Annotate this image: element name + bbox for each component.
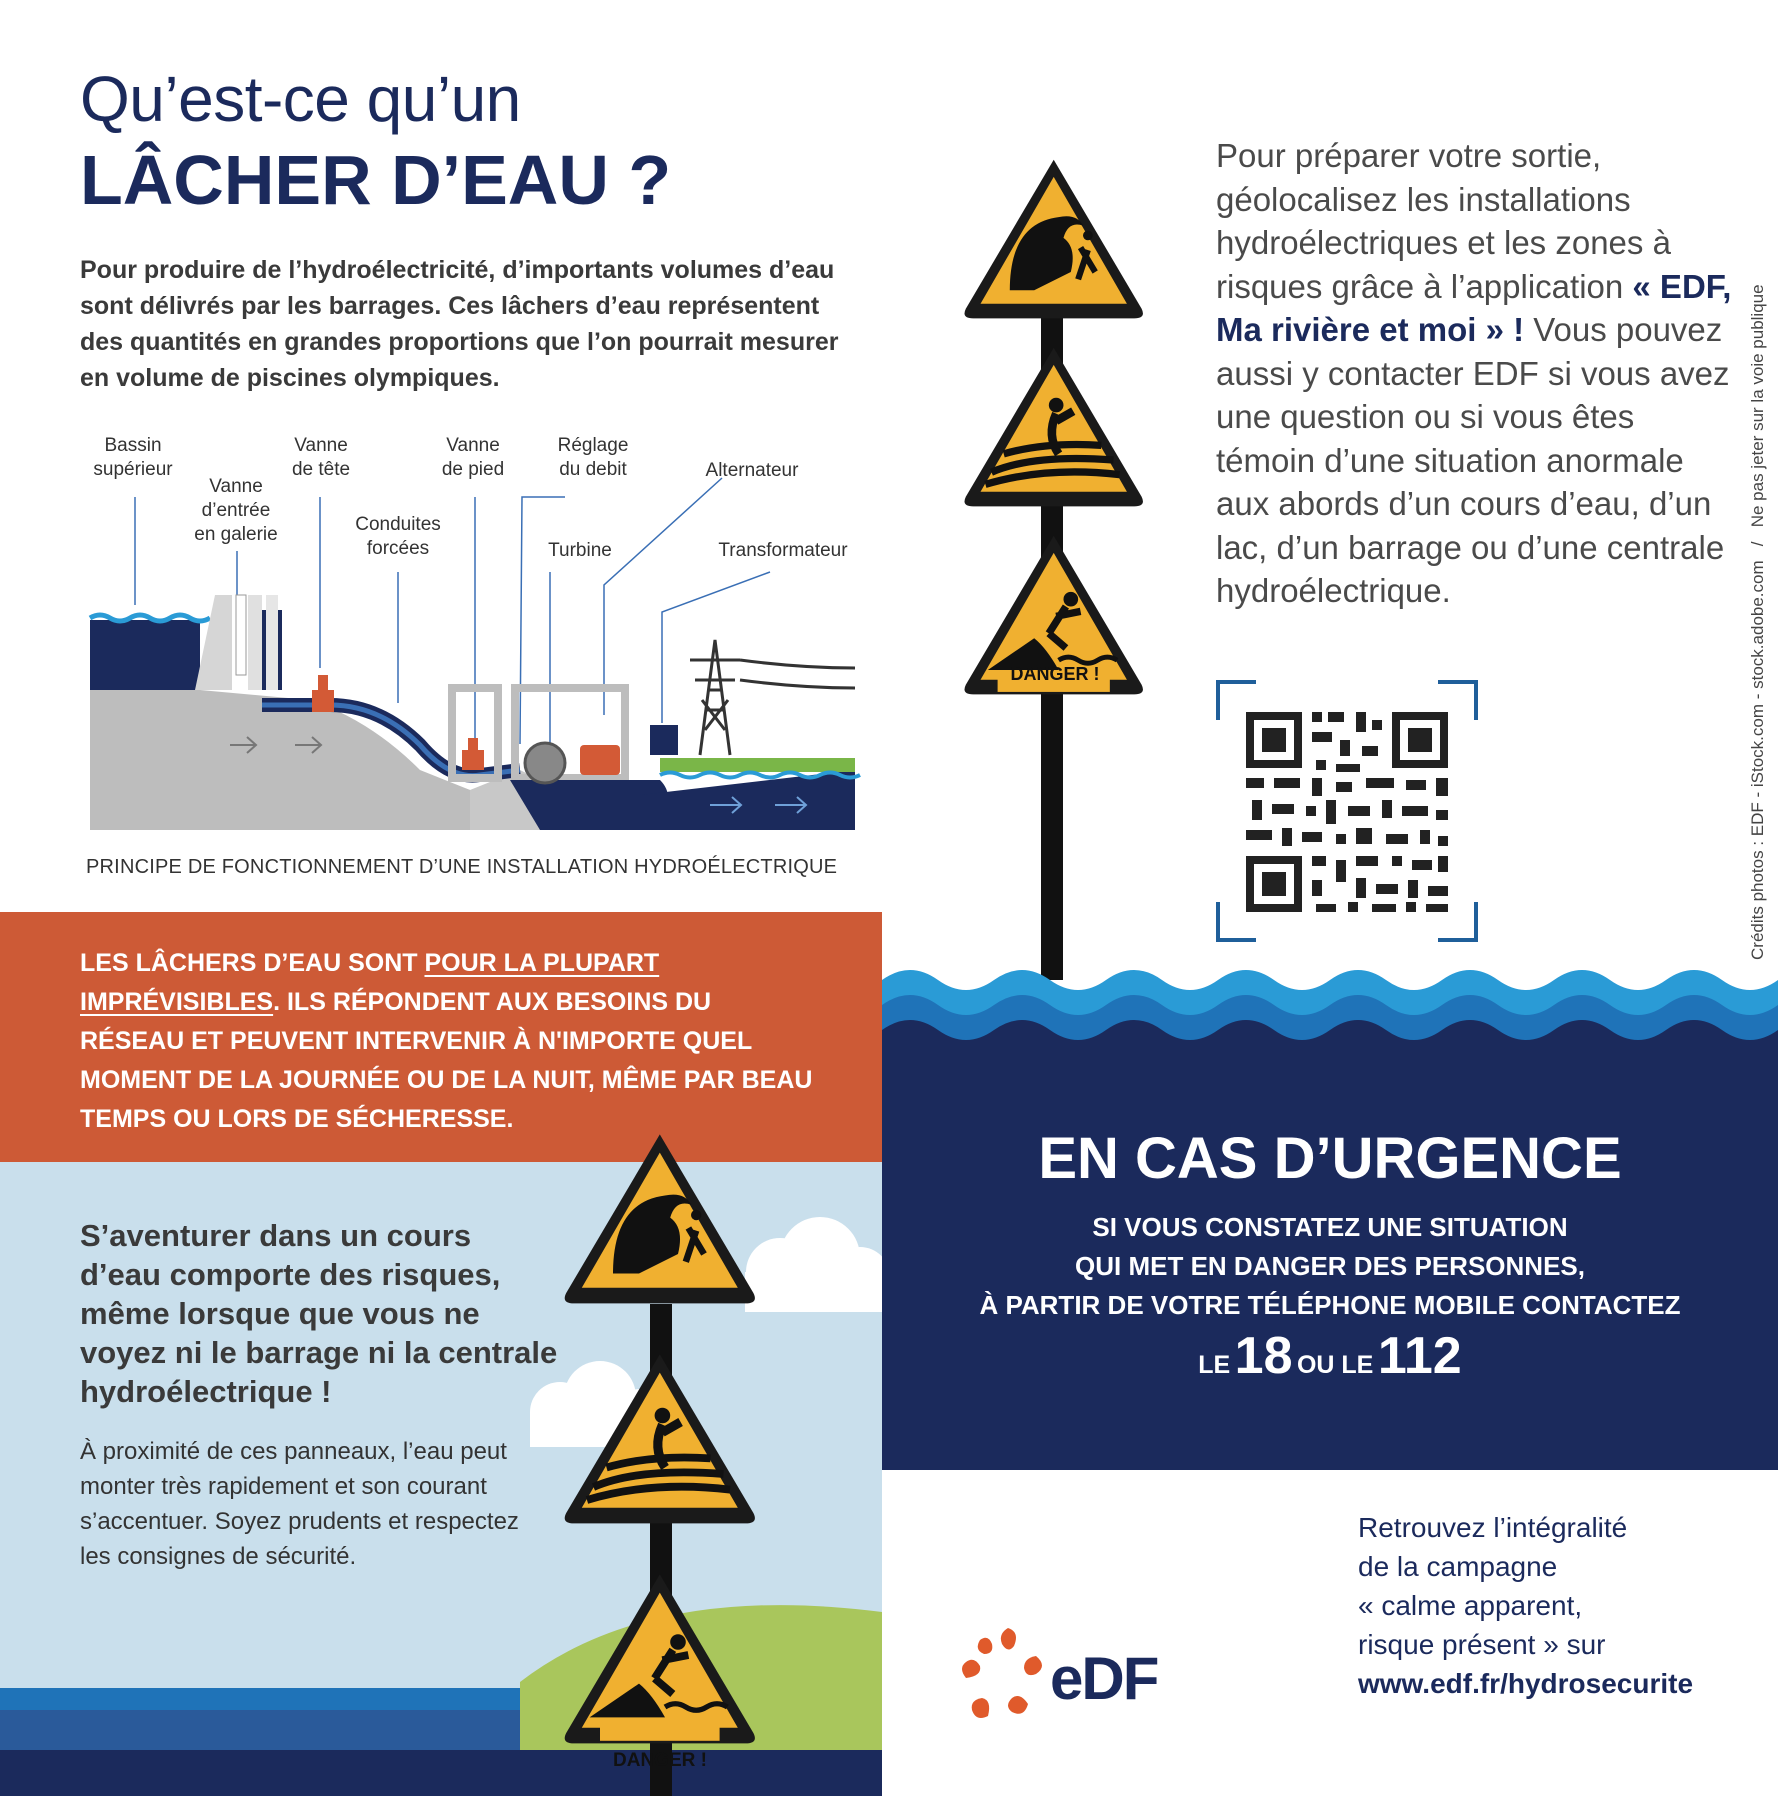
label-alternateur: Alternateur — [705, 460, 799, 481]
warning-text: LES LÂCHERS D’EAU SONT POUR LA PLUPART IMPRÉVISIBLES. ILS RÉPONDENT AUX BESOINS DU RÉSEAU ET PEUVENT INTERVENIR À N'IMPORTE QUEL MOMENT DE LA JOURNÉE OU DE LA NUIT, MÊME PAR BEAU TEMPS OU LORS DE SÉCHERESSE. — [80, 949, 813, 1133]
waves-decoration — [882, 950, 1778, 1050]
danger-label-right: DANGER ! — [1010, 664, 1100, 684]
emergency-number-18[interactable]: 18 — [1234, 1327, 1293, 1385]
risk-body: À proximité de ces panneaux, l’eau peut monter très rapidement et son courant s’accentuer. Soyez prudents et respectez les consignes de sécurité. — [80, 1438, 519, 1570]
label-conduites: Conduites forcées — [355, 514, 441, 559]
photo-credits: Crédits photos : EDF - iStock.com - stock.adobe.com / Ne pas jeter sur la voie publique — [1748, 284, 1767, 960]
edf-logo-text: eDF — [1050, 1645, 1158, 1712]
page-title-line1: Qu’est-ce qu’un — [80, 63, 521, 135]
qr-code[interactable] — [1216, 680, 1478, 947]
intro-paragraph: Pour produire de l’hydroélectricité, d’importants volumes d’eau sont délivrés par les barrages. Ces lâchers d’eau représentent des quantités en grandes proportions que l’on pourrait mesurer en volume de piscines olympiques. — [80, 256, 839, 392]
campaign-text: Retrouvez l’intégralité de la campagne « calme apparent, risque présent » sur www.edf.fr/hydrosecurite — [1358, 1512, 1694, 1699]
page-title-line2: LÂCHER D’EAU ? — [80, 141, 672, 219]
emergency-title: EN CAS D’URGENCE — [1038, 1126, 1622, 1191]
emergency-numbers: LE 18 OU LE 112 — [1198, 1327, 1462, 1385]
label-vanne-entree: Vanne d’entrée en galerie — [194, 476, 278, 545]
label-bassin: Bassin supérieur — [93, 435, 173, 480]
label-transformateur: Transformateur — [718, 540, 848, 561]
warning-sign-post-left — [555, 1124, 765, 1796]
label-turbine: Turbine — [548, 540, 612, 561]
emergency-instructions: SI VOUS CONSTATEZ UNE SITUATION QUI MET EN DANGER DES PERSONNES, À PARTIR DE VOTRE TÉLÉPHONE MOBILE CONTACTEZ — [979, 1212, 1681, 1320]
app-paragraph: Pour préparer votre sortie, géolocalisez les installations hydroélectriques et les zones à risques grâce à l’application « EDF, Ma rivière et moi » ! Vous pouvez aussi y contacter EDF si vous avez une question ou si vous êtes témoin d’une situation anormale aux abords d’un cours d’eau, d’un lac, d’un barrage ou d’une centrale hydroélectrique. — [1216, 137, 1732, 609]
edf-logo-icon — [958, 1626, 1048, 1731]
label-reglage: Réglage du debit — [557, 435, 629, 480]
risk-headline: S’aventurer dans un cours d’eau comporte des risques, même lorsque que vous ne voyez ni le barrage ni la centrale hydroélectrique ! — [80, 1218, 558, 1409]
label-vanne-pied: Vanne de pied — [441, 435, 505, 480]
label-vanne-tete: Vanne de tête — [291, 435, 351, 480]
warning-sign-post-right — [955, 150, 1155, 980]
emergency-number-112[interactable]: 112 — [1377, 1327, 1462, 1385]
campaign-link[interactable]: www.edf.fr/hydrosecurite — [1358, 1668, 1694, 1699]
danger-label-left: DANGER ! — [613, 1750, 707, 1771]
diagram-caption: PRINCIPE DE FONCTIONNEMENT D’UNE INSTALLATION HYDROÉLECTRIQUE — [86, 856, 838, 878]
hydro-diagram — [0, 0, 882, 900]
